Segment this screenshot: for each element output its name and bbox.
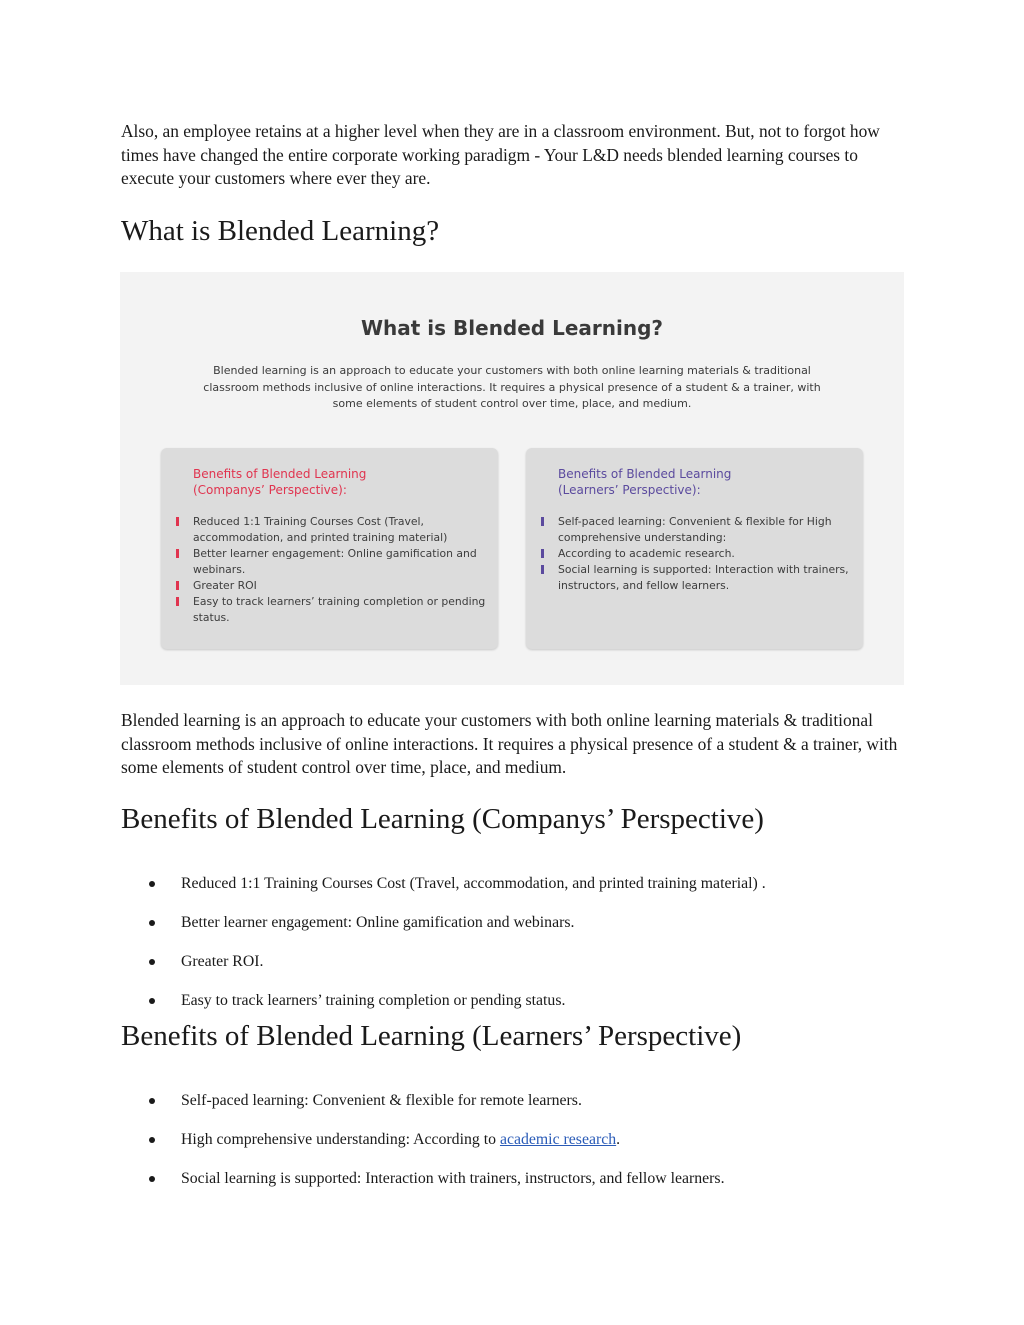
learner-card-item: Social learning is supported: Interaction with trainers, instructors, and fellow learners. (558, 562, 853, 594)
list-item: Self-paced learning: Convenient & flexible for remote learners. (148, 1091, 908, 1111)
bullet-icon (149, 920, 155, 926)
bullet-icon (149, 881, 155, 887)
learner-benefits-card (526, 448, 863, 649)
infographic-description: Blended learning is an approach to educate your customers with both online learning materials & traditional classroom methods inclusive of online interactions. It requires a physical presence of a student & a trainer, with some elements of student control over time, place, and medium. (203, 364, 821, 410)
bullet-bar-icon (176, 597, 179, 606)
list-item: Greater ROI. (148, 952, 908, 972)
academic-research-link[interactable]: academic research (499, 1131, 617, 1148)
heading-company-benefits: Benefits of Blended Learning (Companys’ Perspective) (121, 803, 764, 835)
learner-card-item: According to academic research. (558, 546, 853, 562)
heading-learner-benefits: Benefits of Blended Learning (Learners’ Perspective) (121, 1020, 742, 1052)
company-card-list (193, 514, 488, 626)
company-card-item: Greater ROI (193, 578, 488, 594)
infographic-title: What is Blended Learning? (360, 316, 664, 340)
learner-card-item: Self-paced learning: Convenient & flexible for High comprehensive understanding: (558, 514, 853, 546)
bullet-bar-icon (541, 517, 544, 526)
company-benefits-card (161, 448, 498, 649)
heading-what-is-blended-learning: What is Blended Learning? (121, 215, 440, 247)
bullet-bar-icon (176, 549, 179, 558)
bullet-icon (149, 1137, 155, 1143)
list-item: Reduced 1:1 Training Courses Cost (Travel, accommodation, and printed training material) . (148, 874, 908, 894)
company-card-item: Reduced 1:1 Training Courses Cost (Travel, accommodation, and printed training material) (193, 514, 488, 546)
bullet-icon (149, 959, 155, 965)
learner-card-title: Benefits of Blended Learning (Learners’ Perspective): (558, 467, 732, 497)
list-item: Social learning is supported: Interaction with trainers, instructors, and fellow learners. (148, 1169, 908, 1189)
bullet-bar-icon (541, 549, 544, 558)
learner-benefits-list (148, 1091, 908, 1208)
learner-card-list (558, 514, 853, 594)
list-item: High comprehensive understanding: According to academic research. (148, 1130, 908, 1150)
company-benefits-list (148, 874, 908, 1030)
intro-paragraph: Also, an employee retains at a higher level when they are in a classroom environment. But, not to forgot how times have changed the entire corporate working paradigm - Your L&D needs blended learning courses to execute your customers where ever they are. (121, 121, 880, 189)
list-item: Better learner engagement: Online gamification and webinars. (148, 913, 908, 933)
definition-paragraph: Blended learning is an approach to educate your customers with both online learning materials & traditional classroom methods inclusive of online interactions. It requires a physical presence of a student & a trainer, with some elements of student control over time, place, and medium. (121, 710, 898, 778)
bullet-icon (149, 1098, 155, 1104)
bullet-bar-icon (176, 581, 179, 590)
list-item: Easy to track learners’ training completion or pending status. (148, 991, 908, 1011)
bullet-bar-icon (541, 565, 544, 574)
bullet-bar-icon (176, 517, 179, 526)
bullet-icon (149, 1176, 155, 1182)
company-card-item: Better learner engagement: Online gamification and webinars. (193, 546, 488, 578)
company-card-title: Benefits of Blended Learning (Companys’ Perspective): (193, 467, 367, 497)
infographic-image (120, 272, 904, 685)
company-card-item: Easy to track learners’ training completion or pending status. (193, 594, 488, 626)
bullet-icon (149, 998, 155, 1004)
